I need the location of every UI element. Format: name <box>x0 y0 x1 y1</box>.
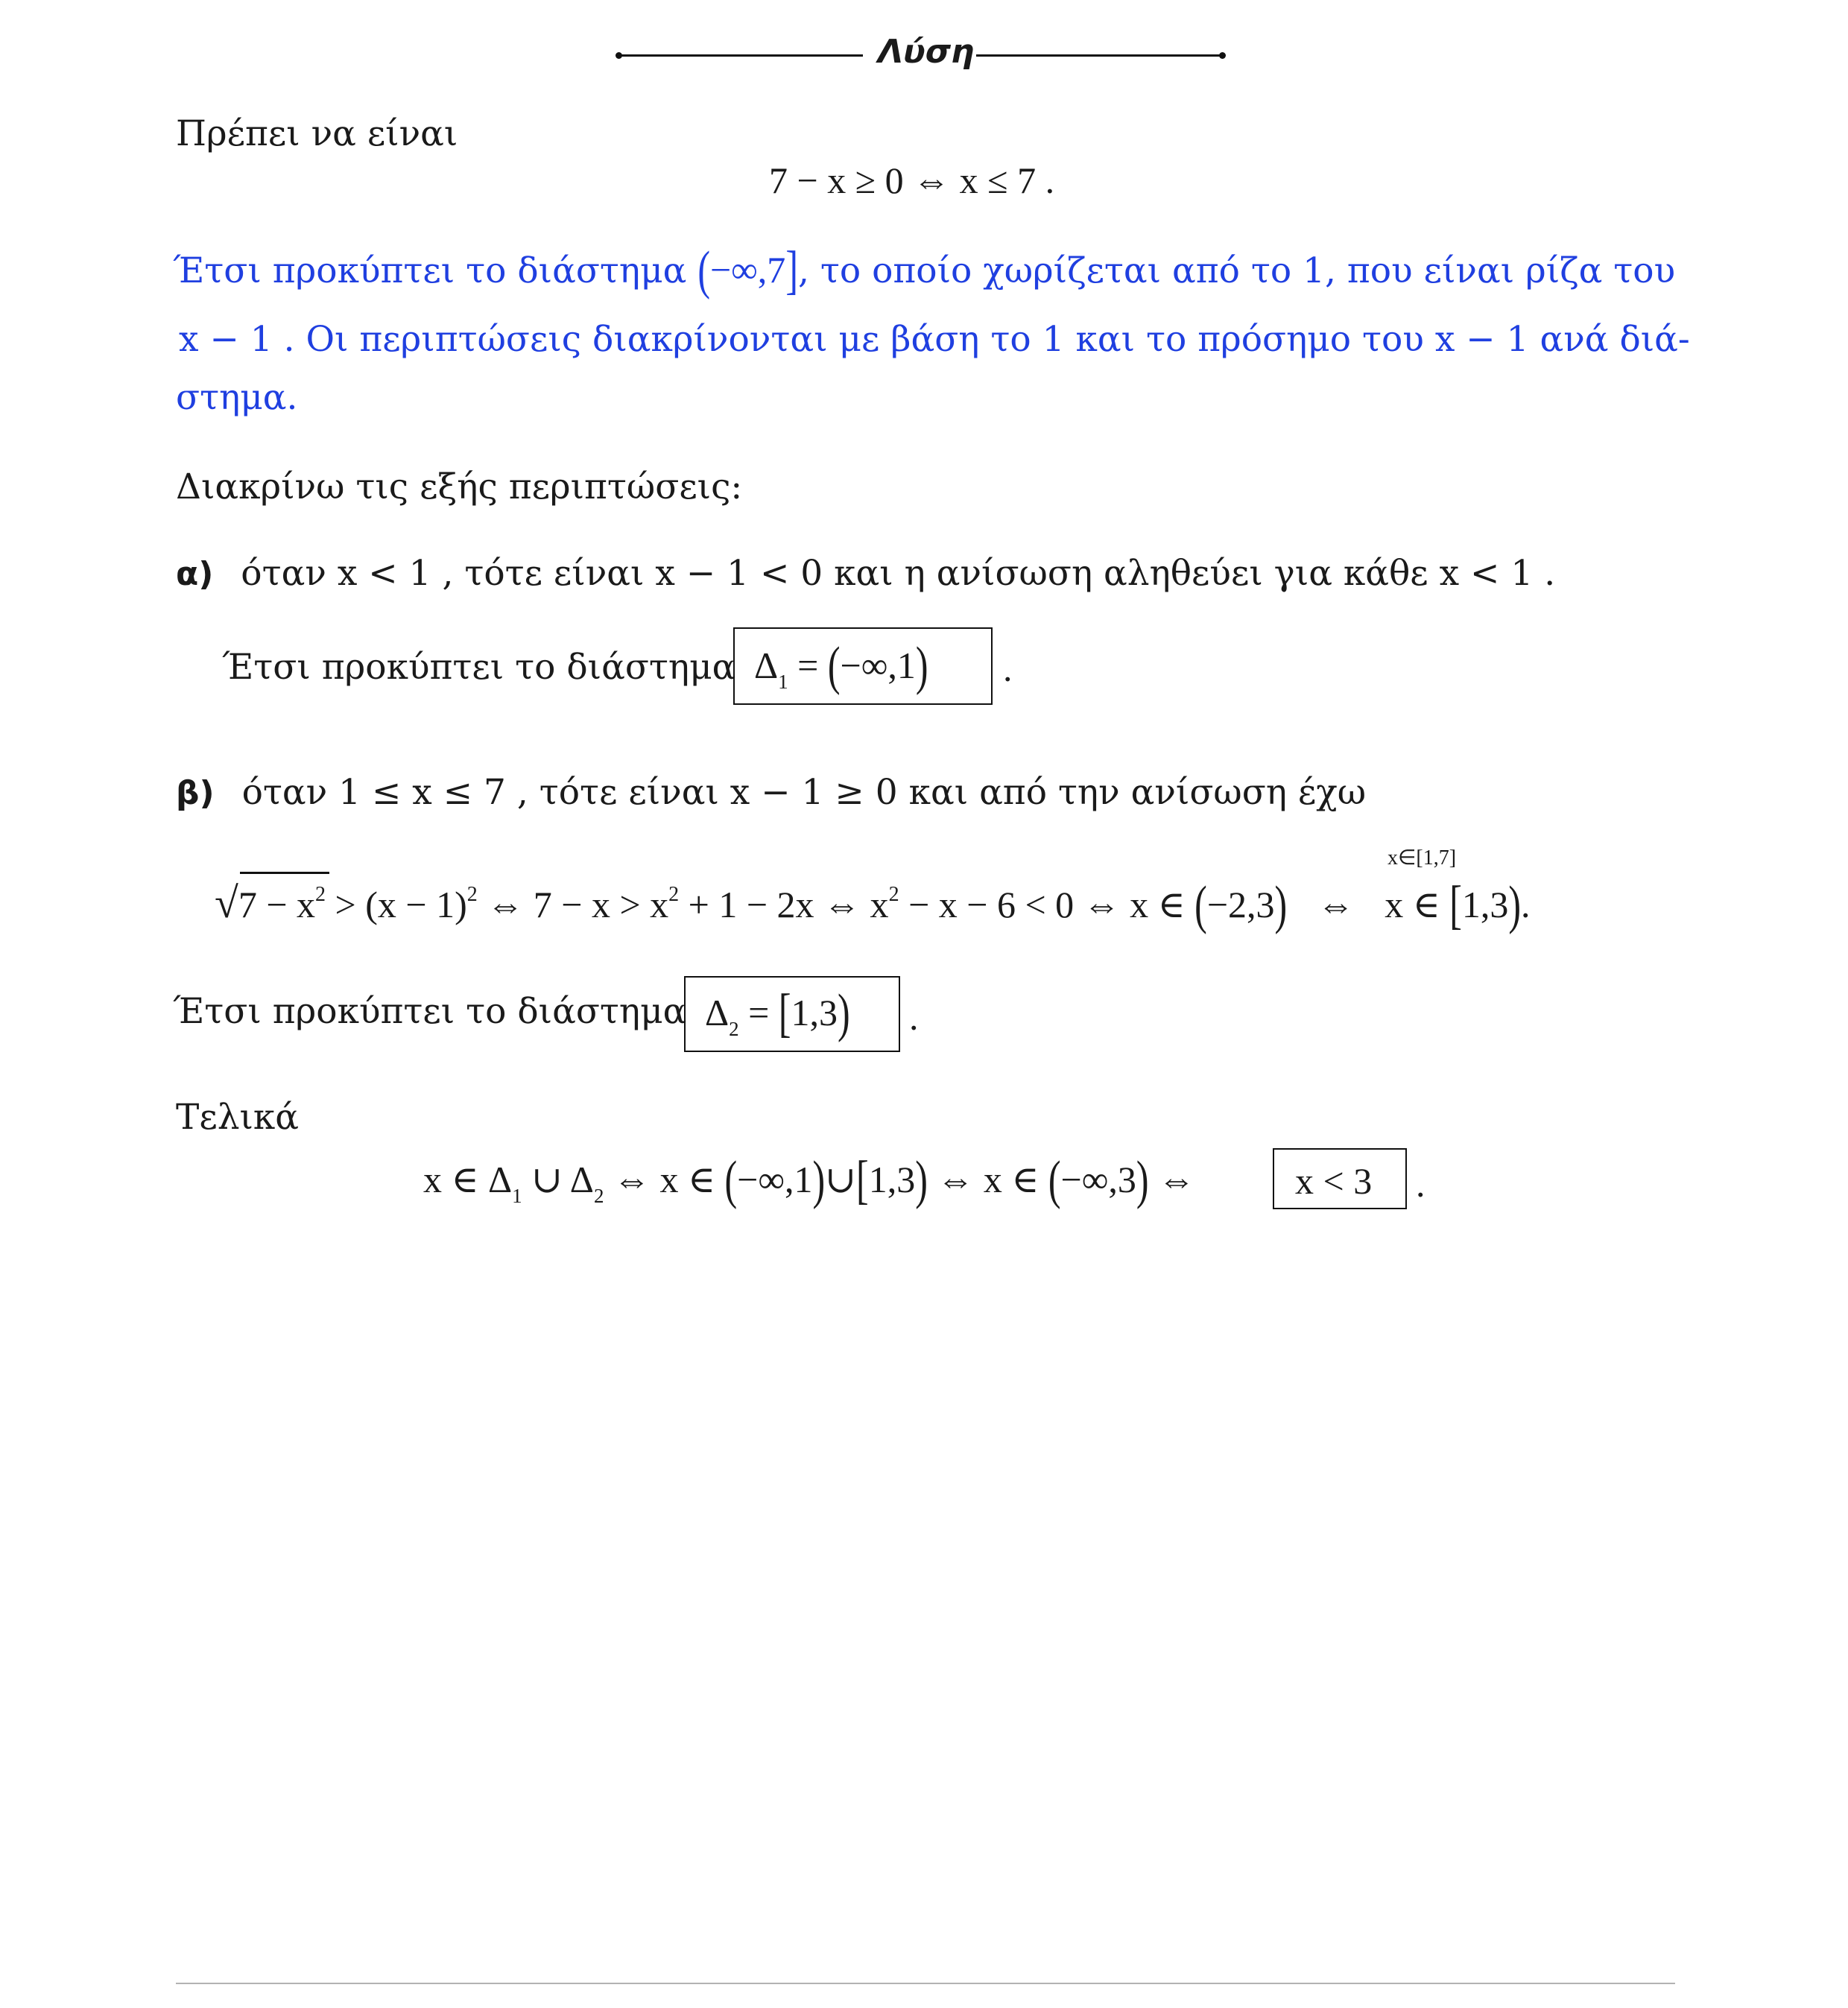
explanation-interval: −∞,7 <box>709 249 786 291</box>
explanation-text-tail: , το οποίο χωρίζεται από το 1, που είναι ρίζα του <box>797 250 1676 291</box>
case-b-label: β) <box>176 774 215 812</box>
title-right-dot <box>1219 52 1226 59</box>
domain-equation: 7 − x ≥ 0 ⇔ x ≤ 7 . <box>769 159 1055 201</box>
case-b-line <box>176 772 1367 813</box>
explanation-line-2: x − 1 . Οι περιπτώσεις διακρίνονται με βάση το 1 και το πρόσημο του x − 1 ανά διά- <box>179 319 1690 360</box>
case-a-line <box>176 553 1556 594</box>
explanation-line-1: Έτσι προκύπτει το διάστημα (−∞,7], το οποίο χωρίζεται από το 1, που είναι ρίζα του <box>173 239 1676 300</box>
final-label: Τελικά <box>176 1097 300 1138</box>
explanation-line-3: στημα. <box>176 377 298 418</box>
final-equation: x ∈ $\Delta_1$ ∪ $\Delta_2$ ⇔ x ∈ (−∞,1)∪[1,3) ⇔ x ∈ (−∞,3) ⇔ <box>423 1149 1196 1210</box>
sqrt-overline <box>240 872 329 874</box>
case-b-condition: x∈[1,7] <box>1387 846 1457 870</box>
case-b-interval: $\Delta_2 = [1,3)$ <box>705 982 850 1043</box>
case-b-result-text: Έτσι προκύπτει το διάστημα <box>173 991 687 1032</box>
title-left-rule <box>618 54 863 57</box>
case-b-text: όταν 1 ≤ x ≤ 7 , τότε είναι x − 1 ≥ 0 και από την ανίσωση έχω <box>241 772 1367 813</box>
solution-title: Λύση <box>878 33 975 71</box>
case-a-label: α) <box>176 555 214 593</box>
title-right-rule <box>976 54 1222 57</box>
explanation-text: Έτσι προκύπτει το διάστημα <box>173 250 687 291</box>
case-a-result-text: Έτσι προκύπτει το διάστημα <box>222 647 736 688</box>
case-a-interval: $\Delta_1 = (-\infty,1)$ <box>754 635 928 696</box>
final-answer: x < 3 <box>1295 1160 1373 1202</box>
case-b-equation: $√7 - x^2 > (x - 1)^2$ ⇔ $7 - x > x^2 + 1 - 2x$ ⇔ $x^2 - x - 6 < 0$ ⇔ x ∈ (−2,3) ⇔ x ∈ [1,3). <box>215 874 1531 935</box>
footer-rule <box>176 1983 1675 1984</box>
final-period: . <box>1416 1163 1425 1205</box>
intro-text: Πρέπει να είναι <box>176 113 458 154</box>
case-a-text: όταν x < 1 , τότε είναι x − 1 < 0 και η ανίσωση αληθεύει για κάθε x < 1 . <box>241 553 1556 594</box>
case-b-period: . <box>909 996 919 1038</box>
cases-intro: Διακρίνω τις εξής περιπτώσεις: <box>176 466 743 507</box>
case-a-period: . <box>1003 647 1013 689</box>
